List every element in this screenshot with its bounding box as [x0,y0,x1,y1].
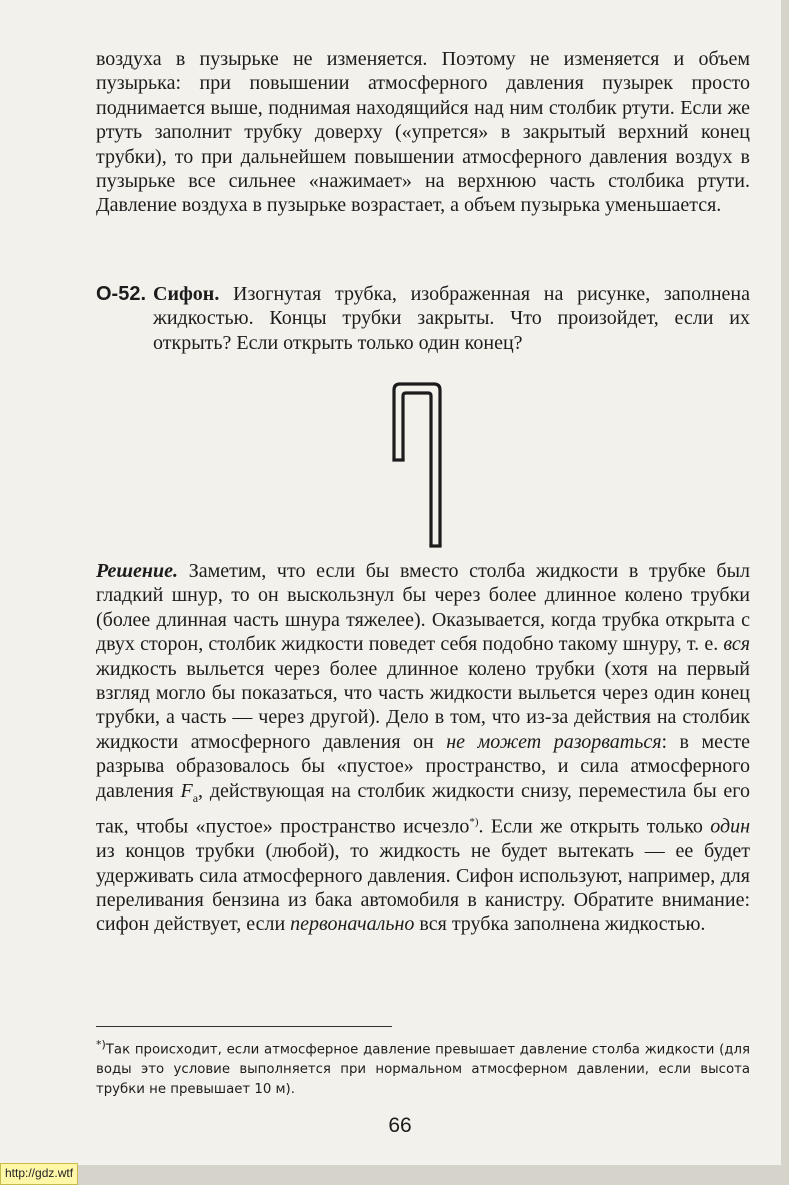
solution-text-3: : в месте разрыва образовалось бы «пустое» пространство, и сила атмосферного давления [96,730,751,802]
solution-text-6: из концов трубки (любой), то жидкость не будет вытекать — ее будет удерживать сила атмосферного давления. Сифон используют, например, для переливания бензина из бака автомобиля в канистру. Обратите внимание: сифон действует, если [96,840,750,936]
solution-text-1: Заметим, что если бы вместо столба жидкости в трубке был гладкий шнур, то он выскользнул бы через более длинное колено трубки (более длинная часть шнура тяжелее). Оказывается, когда трубка открыта с двух сторон, столбик жидкости поведет себя подобно такому шнуру, т. е. [96,560,750,656]
problem-text: Изогнутая трубка, изображенная на рисунке, заполнена жидкостью. Концы трубки закрыты. Что произойдет, если их открыть? Если открыть только один конец? [153,283,750,354]
watermark-link[interactable]: http://gdz.wtf [0,1163,78,1185]
solution-emphasis-4: первоначально [290,913,415,936]
solution-emphasis-2: не может разорваться [446,730,662,753]
solution-paragraph [96,559,750,937]
siphon-tube-inner [403,393,431,546]
solution-text-5: . Если же открыть только [478,815,703,838]
problem-block [96,282,750,355]
problem-number: О-52. [96,283,147,305]
solution-text-7: вся трубка заполнена жидкостью. [419,913,706,936]
page-number: 66 [388,1114,412,1137]
footnote-divider [96,1026,392,1027]
solution-emphasis-3: один [710,815,751,838]
force-symbol: F [180,779,193,802]
footnote-text: Так происходит, если атмосферное давление превышает давление столба жидкости (для воды это условие выполняется при нормальном атмосферном давлении, если высота трубки не превышает 10 м). [96,1042,750,1098]
siphon-tube-outer [394,384,440,546]
footnote [96,1035,750,1100]
siphon-tube-figure [386,380,446,550]
problem-title: Сифон. [153,283,220,305]
footnote-mark: *) [96,1038,106,1051]
problem-statement [153,282,750,355]
force-subscript: a [192,790,199,805]
solution-emphasis-1: вся [723,633,751,656]
footnote-reference: *) [469,816,479,829]
solution-text-4: , действующая на столбик жидкости снизу, переместила бы его так, чтобы «пустое» пространство исчезло [96,779,751,838]
solution-label: Решение. [96,560,179,582]
solution-text-2: жидкость выльется через более длинное колено трубки (хотя на первый взгляд могло бы показаться, что часть жидкости выльется через один конец трубки, а часть — через другой). Дело в том, что из-за действия на столбик жидкости атмосферного давления он [96,657,750,753]
continuation-paragraph: воздуха в пузырьке не изменяется. Поэтому не изменяется и объем пузырька: при повышении атмосферного давления пузырек просто поднимается выше, поднимая находящийся над ним столбик ртути. Если же ртуть заполнит трубку доверху («упрется» в закрытый верхний конец трубки), то при дальнейшем повышении атмосферного давления воздух в пузырьке все сильнее «нажимает» на верхнюю часть столбика ртути. Давление воздуха в пузырьке возрастает, а объем пузырька уменьшается. [96,48,750,217]
